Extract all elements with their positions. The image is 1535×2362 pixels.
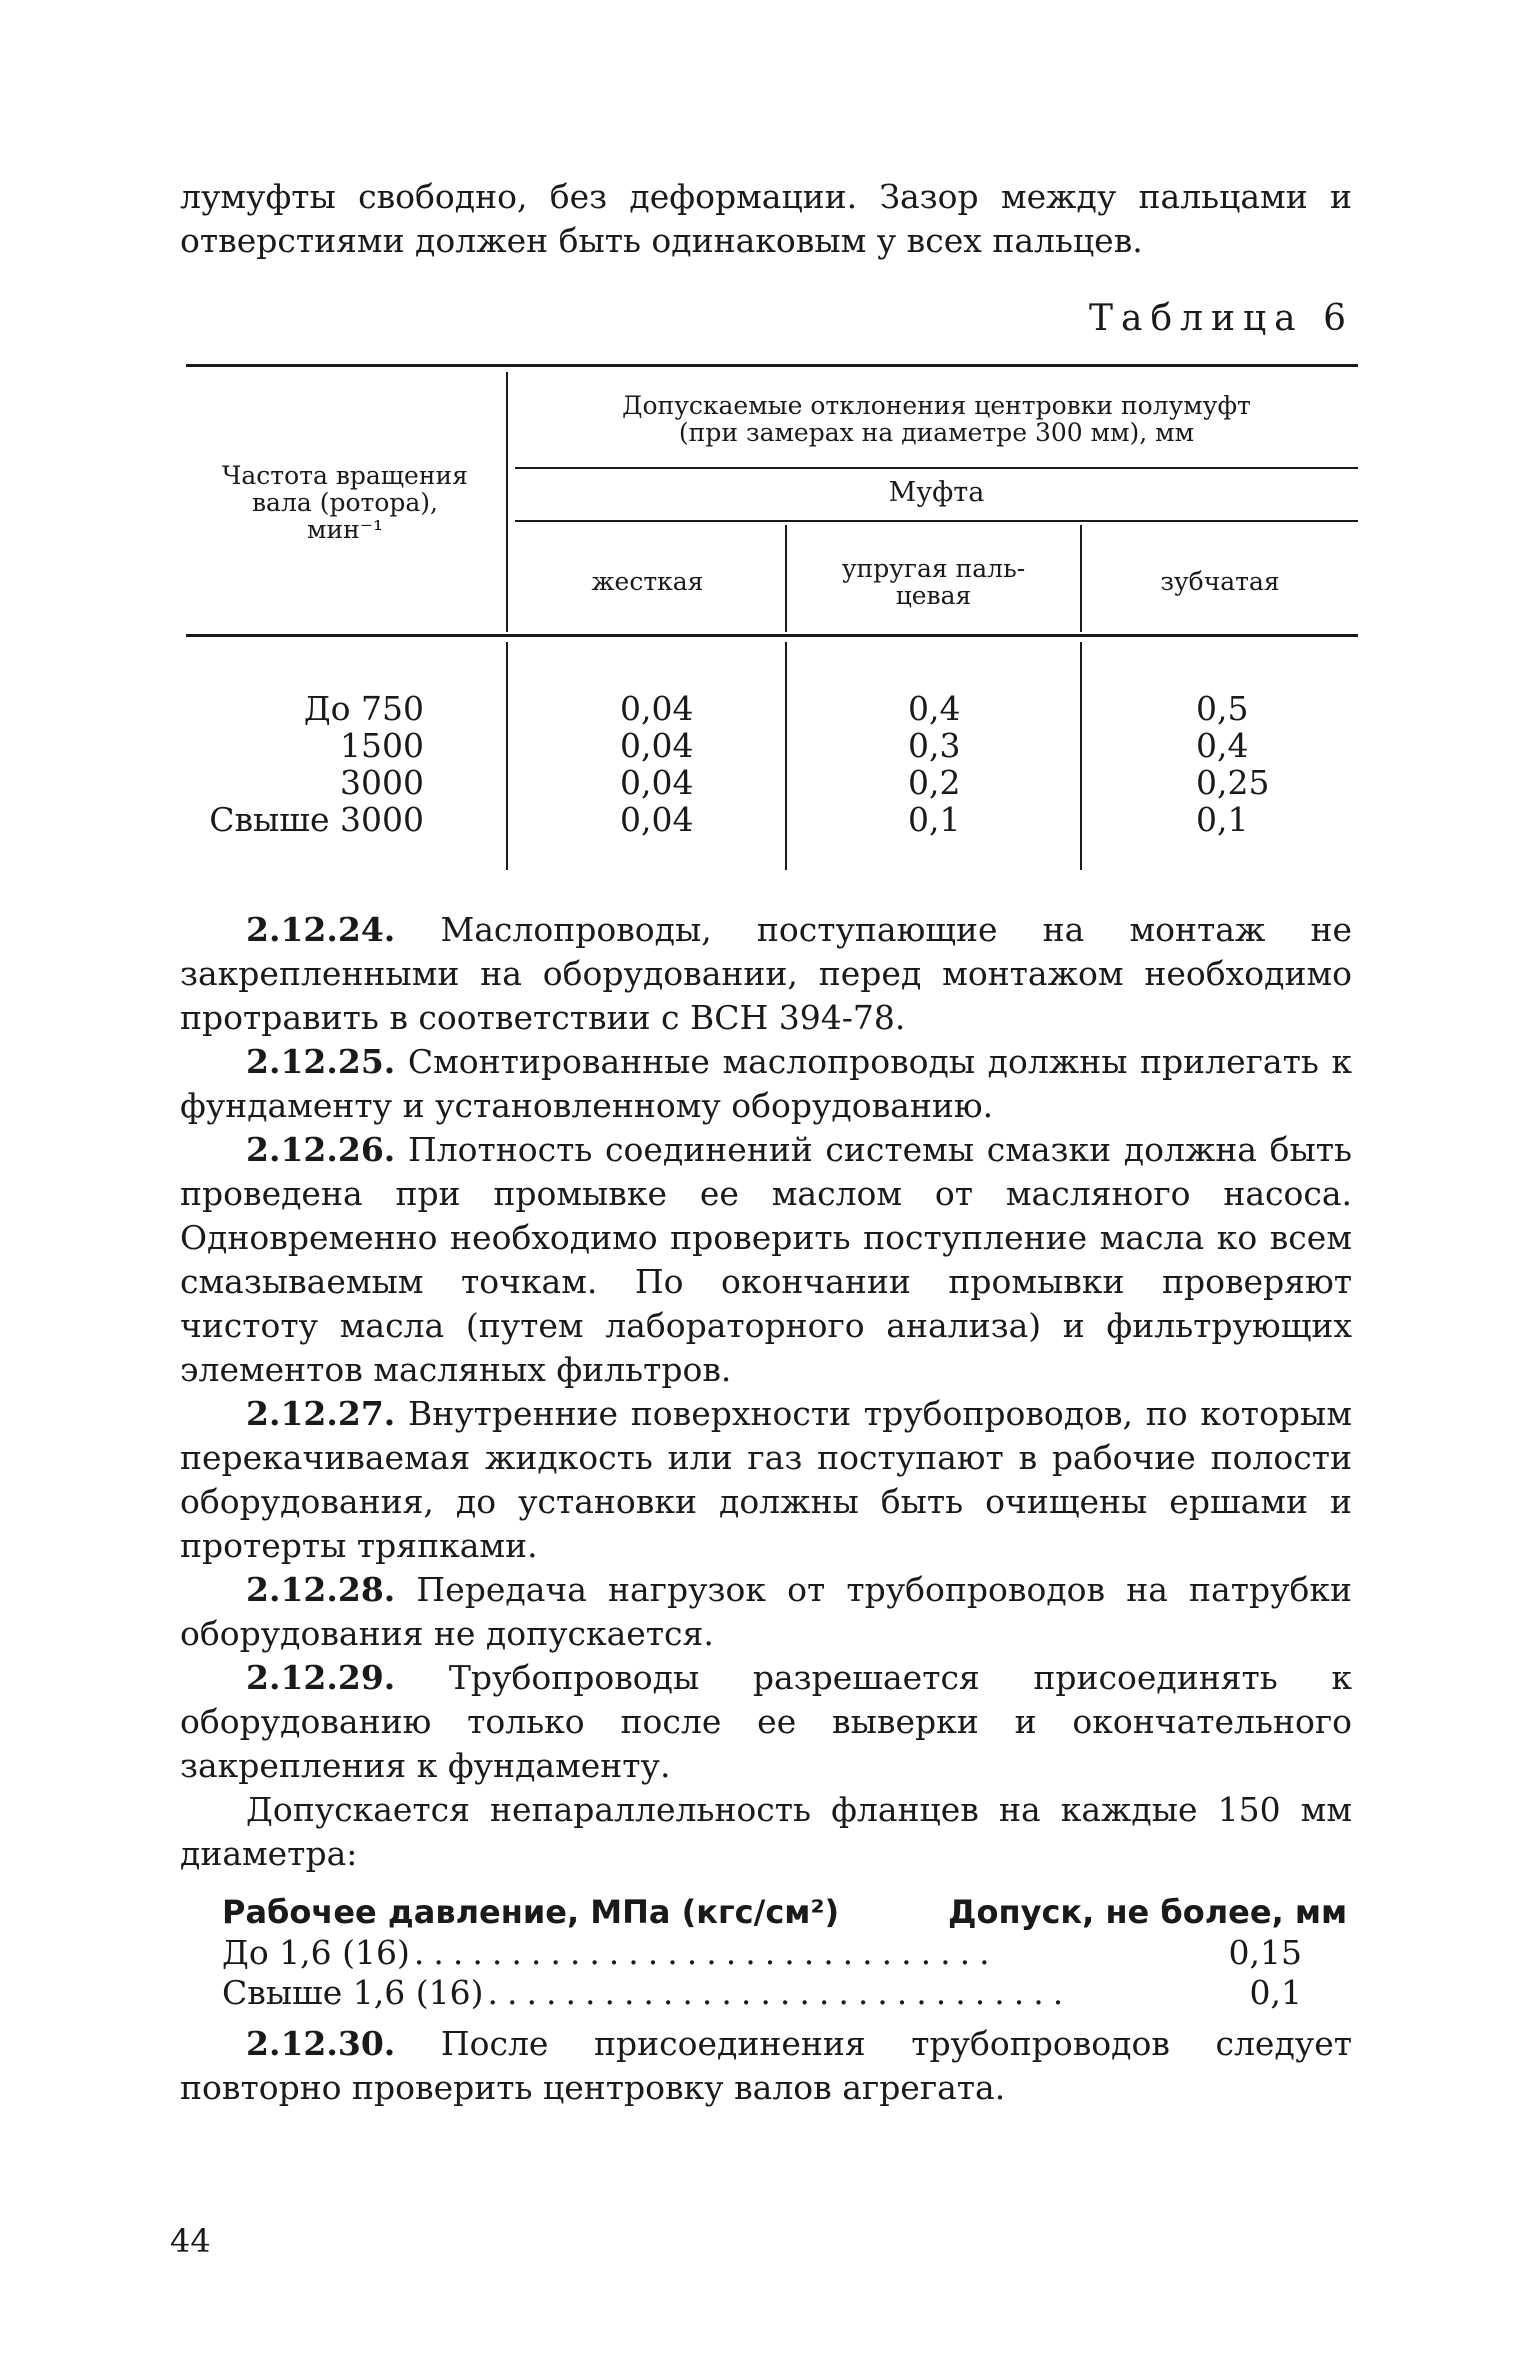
- paragraph-text: Внутренние поверхности трубопроводов, по которым перекачиваемая жидкость или газ поступают в рабочие полости оборудования, до установки должны быть очищены ершами и протерты тряпками.: [180, 1394, 1352, 1565]
- table-cell-elastic: 0,3: [908, 726, 961, 765]
- table-cell-elastic: 0,1: [908, 800, 961, 839]
- gear-column: [1196, 690, 1269, 838]
- speed-column: [186, 690, 424, 838]
- paragraph-number: 2.12.25.: [246, 1042, 396, 1081]
- paragraph-text: Передача нагрузок от трубопроводов на патрубки оборудования не допускается.: [180, 1570, 1352, 1653]
- header-vline-1: [506, 372, 508, 632]
- elastic-column: [908, 690, 960, 838]
- table-cell-rigid: 0,04: [620, 726, 694, 765]
- pressure-row: [222, 1933, 1302, 1973]
- table-cell-rigid: 0,04: [620, 800, 694, 839]
- paragraph-2-12-26: [180, 1128, 1352, 1392]
- header-gear: зубчатая: [1160, 567, 1280, 596]
- header-deviation: [515, 392, 1358, 446]
- intro-paragraph: лумуфты свободно, без деформации. Зазор между пальцами и отверстиями должен быть одинаковым у всех пальцев.: [180, 177, 1352, 260]
- paragraph-number: 2.12.28.: [246, 1570, 396, 1609]
- paragraph-text: Маслопроводы, поступающие на монтаж не закрепленными на оборудовании, перед монтажом необходимо протравить в соответствии с ВСН 394-78.: [180, 910, 1353, 1037]
- header-coupling: Муфта: [888, 477, 985, 508]
- coupling-rule: [515, 467, 1358, 469]
- header-bottom-rule: [186, 634, 1358, 637]
- paragraph-2-12-29: [180, 1656, 1352, 1788]
- header-deviation-line-1: Допускаемые отклонения центровки полумуфт: [622, 391, 1251, 420]
- paragraph-text: Плотность соединений системы смазки должна быть проведена при промывке ее маслом от масляного насоса. Одновременно необходимо проверить поступление масла ко всем смазываемым точкам. По окончании промывки проверяют чистоту масла (путем лабораторного анализа) и фильтрующих элементов масляных фильтров.: [180, 1130, 1352, 1389]
- leader-dots: ..............................: [413, 1933, 999, 1972]
- subcolumn-rule: [515, 520, 1358, 522]
- header-elastic: [787, 555, 1080, 609]
- table-cell-speed: До 750: [303, 689, 424, 728]
- header-speed: [190, 462, 500, 543]
- pressure-row: [222, 1973, 1302, 2013]
- paragraph-2-12-30: [180, 2022, 1352, 2110]
- flange-intro-paragraph: Допускается непараллельность фланцев на каждые 150 мм диаметра:: [180, 1790, 1352, 1873]
- leader-dots: ..............................: [487, 1973, 1073, 2012]
- pressure-value: 0,15: [1228, 1933, 1302, 1972]
- paragraph-text: Смонтированные маслопроводы должны прилегать к фундаменту и установленному оборудованию.: [180, 1042, 1352, 1125]
- header-deviation-line-2: (при замерах на диаметре 300 мм), мм: [678, 418, 1195, 447]
- table-cell-gear: 0,25: [1196, 763, 1270, 802]
- pressure-value: 0,1: [1249, 1973, 1302, 2012]
- table-cell-gear: 0,5: [1196, 689, 1249, 728]
- table-cell-speed: 1500: [340, 726, 424, 765]
- table-cell-gear: 0,4: [1196, 726, 1249, 765]
- table-cell-gear: 0,1: [1196, 800, 1249, 839]
- paragraph-text: После присоединения трубопроводов следует повторно проверить центровку валов агрегата.: [180, 2024, 1352, 2107]
- paragraph-2-12-24: [180, 908, 1352, 1040]
- header-speed-line-3: мин⁻¹: [307, 515, 383, 544]
- table-cell-rigid: 0,04: [620, 689, 694, 728]
- paragraph-2-12-25: [180, 1040, 1352, 1128]
- header-rigid: жесткая: [591, 567, 704, 596]
- header-elastic-line-2: цевая: [895, 581, 972, 610]
- table-top-rule: [186, 364, 1358, 367]
- paragraph-number: 2.12.30.: [246, 2024, 396, 2063]
- table-caption: Таблица 6: [1089, 298, 1354, 339]
- page-number: 44: [170, 2222, 211, 2260]
- paragraph-2-12-28: [180, 1568, 1352, 1656]
- paragraph-number: 2.12.24.: [246, 910, 396, 949]
- header-elastic-line-1: упругая паль-: [841, 554, 1026, 583]
- paragraph-text: Трубопроводы разрешается присоединять к оборудованию только после ее выверки и окончательного закрепления к фундаменту.: [180, 1658, 1352, 1785]
- paragraph-number: 2.12.27.: [246, 1394, 396, 1433]
- body-vline-3: [1080, 642, 1082, 870]
- body-vline-1: [506, 642, 508, 870]
- pressure-header-right: Допуск, не более, мм: [948, 1893, 1348, 1931]
- paragraph-number: 2.12.29.: [246, 1658, 396, 1697]
- paragraph-number: 2.12.26.: [246, 1130, 396, 1169]
- pressure-header-left: Рабочее давление, МПа (кгс/см²): [222, 1893, 840, 1931]
- header-speed-line-1: Частота вращения: [222, 461, 468, 490]
- pressure-label: Свыше 1,6 (16): [222, 1973, 484, 2012]
- body-vline-2: [785, 642, 787, 870]
- table-cell-speed: 3000: [340, 763, 424, 802]
- paragraph-2-12-27: [180, 1392, 1352, 1568]
- table-cell-rigid: 0,04: [620, 763, 694, 802]
- pressure-label: До 1,6 (16): [222, 1933, 410, 1972]
- header-speed-line-2: вала (ротора),: [251, 488, 438, 517]
- table-cell-speed: Свыше 3000: [209, 800, 424, 839]
- table-cell-elastic: 0,2: [908, 763, 961, 802]
- table-cell-elastic: 0,4: [908, 689, 961, 728]
- rigid-column: [620, 690, 693, 838]
